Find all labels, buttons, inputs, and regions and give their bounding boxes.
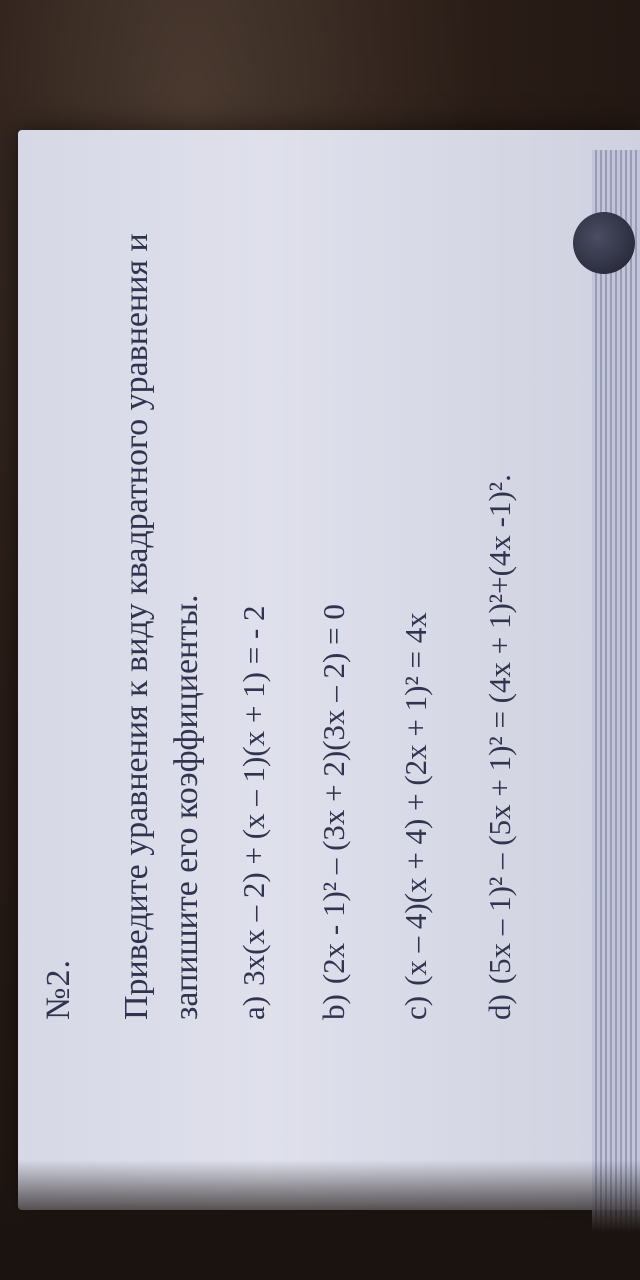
equation-label: b) (316, 994, 351, 1020)
equation-text: (5x – 1)² – (5x + 1)² = (4x + 1)²+(4x -1)². (482, 474, 517, 985)
equation-d (482, 474, 518, 1020)
equation-text: (x – 4)(x + 4) + (2x + 1)² = 4x (398, 612, 433, 986)
rotated-task-content (40, 60, 560, 1060)
task-number: №2. (40, 959, 77, 1020)
equation-c (398, 612, 434, 1020)
task-instruction: Приведите уравнения к виду квадратного уравнения и запишите его коэффициенты. (118, 233, 205, 1020)
bottom-shadow (0, 1160, 640, 1280)
equation-label: a) (236, 995, 271, 1020)
equation-b (316, 604, 352, 1020)
equation-label: d) (482, 994, 517, 1020)
hole-punch-circle (573, 212, 635, 274)
equation-label: c) (398, 995, 433, 1020)
equation-text: 3x(x – 2) + (x – 1)(x + 1) = - 2 (236, 605, 271, 986)
paper-edge-stripes (592, 150, 640, 1270)
equation-a (236, 605, 272, 1020)
equation-text: (2x - 1)² – (3x + 2)(3x – 2) = 0 (316, 604, 351, 985)
